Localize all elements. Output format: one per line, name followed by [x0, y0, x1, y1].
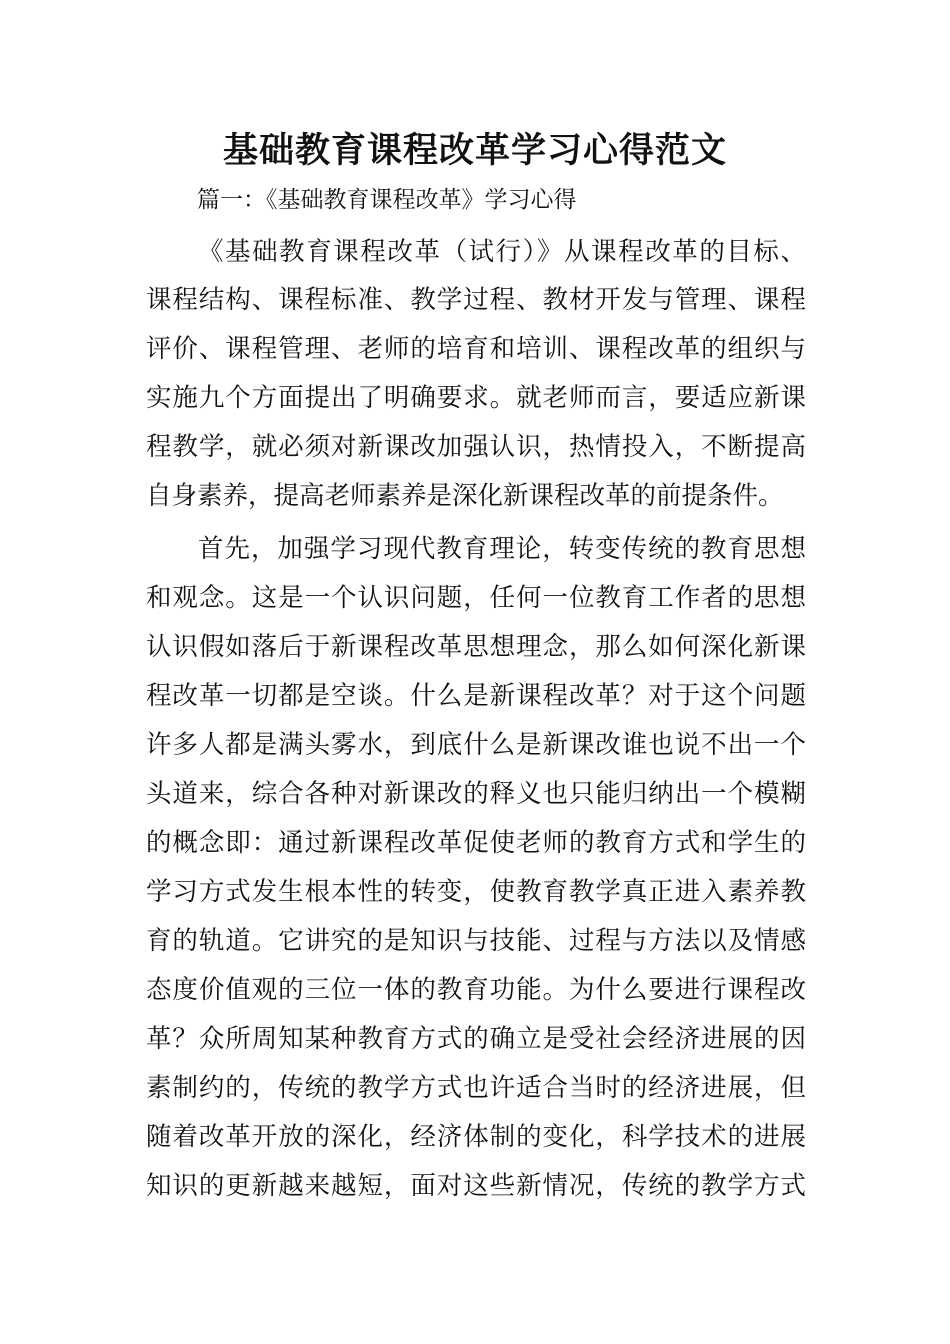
paragraph-1-line-3: 评价、课程管理、老师的培育和培训、课程改革的组织与	[146, 334, 806, 364]
document-subtitle: 篇一：《基础教育课程改革》学习心得	[197, 187, 577, 213]
paragraph-1-line-2: 课程结构、课程标准、教学过程、教材开发与管理、课程	[146, 285, 806, 315]
paragraph-2-line-14: 知识的更新越来越短，面对这些新情况，传统的教学方式	[146, 1171, 806, 1201]
paragraph-2-line-1: 首先，加强学习现代教育理论，转变传统的教育思想	[198, 534, 806, 564]
paragraph-1-line-4: 实施九个方面提出了明确要求。就老师而言，要适应新课	[146, 383, 806, 413]
paragraph-1-line-6: 自身素养，提高老师素养是深化新课程改革的前提条件。	[146, 481, 784, 511]
paragraph-1-line-5: 程教学，就必须对新课改加强认识，热情投入，不断提高	[146, 432, 806, 462]
paragraph-2-line-9: 育的轨道。它讲究的是知识与技能、过程与方法以及情感	[146, 926, 806, 956]
paragraph-2-line-2: 和观念。这是一个认识问题，任何一位教育工作者的思想	[146, 583, 806, 613]
paragraph-2-line-4: 程改革一切都是空谈。什么是新课程改革？对于这个问题	[146, 681, 806, 711]
paragraph-2-line-13: 随着改革开放的深化，经济体制的变化，科学技术的进展	[146, 1122, 806, 1152]
document-title: 基础教育课程改革学习心得范文	[222, 130, 727, 171]
paragraph-2-line-8: 学习方式发生根本性的转变，使教育教学真正进入素养教	[146, 877, 806, 907]
paragraph-1-line-1: 《基础教育课程改革（试行）》从课程改革的目标、	[198, 237, 806, 267]
paragraph-2-line-12: 素制约的，传统的教学方式也许适合当时的经济进展，但	[146, 1073, 806, 1103]
paragraph-2-line-11: 革？众所周知某种教育方式的确立是受社会经济进展的因	[146, 1024, 806, 1054]
paragraph-2-line-5: 许多人都是满头雾水，到底什么是新课改谁也说不出一个	[146, 730, 806, 760]
paragraph-2-line-7: 的概念即：通过新课程改革促使老师的教育方式和学生的	[146, 828, 806, 858]
paragraph-2-line-6: 头道来，综合各种对新课改的释义也只能归纳出一个模糊	[146, 779, 806, 809]
paragraph-2-line-10: 态度价值观的三位一体的教育功能。为什么要进行课程改	[146, 975, 806, 1005]
paragraph-2-line-3: 认识假如落后于新课程改革思想理念，那么如何深化新课	[146, 632, 806, 662]
